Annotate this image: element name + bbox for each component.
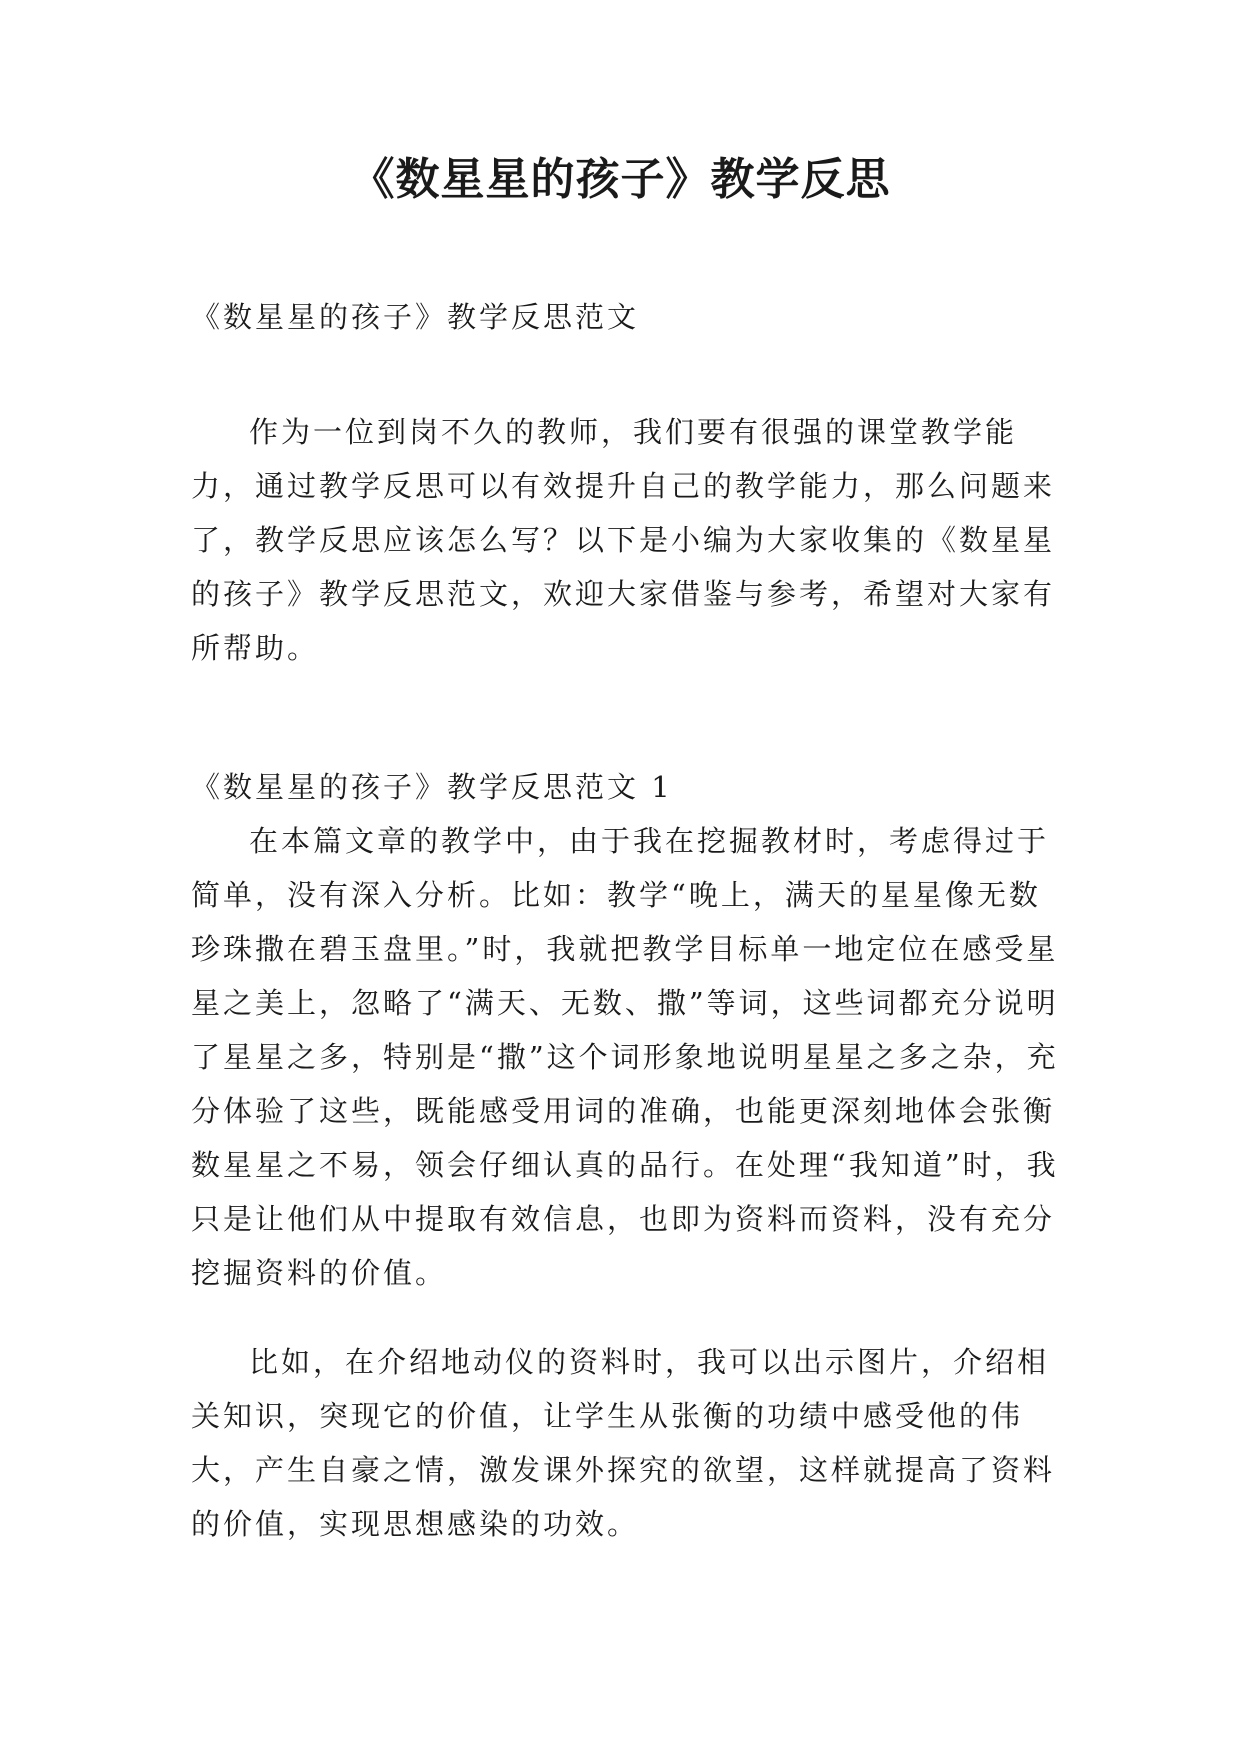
section-heading: 《数星星的孩子》教学反思范文 1 [191,770,673,804]
intro-paragraph: 作为一位到岗不久的教师，我们要有很强的课堂教学能力，通过教学反思可以有效提升自己的教学能力，那么问题来了，教学反思应该怎么写？以下是小编为大家收集的《数星星的孩子》教学反思范文，欢迎大家借鉴与参考，希望对大家有所帮助。 [191,415,1056,665]
document-title: 《数星星的孩子》教学反思 [350,154,891,205]
document-subtitle: 《数星星的孩子》教学反思范文 [191,300,640,334]
body-paragraph: 比如，在介绍地动仪的资料时，我可以出示图片，介绍相关知识，突现它的价值，让学生从张衡的功绩中感受他的伟大，产生自豪之情，激发课外探究的欲望，这样就提高了资料的价值，实现思想感染的功效。 [191,1345,1056,1541]
body-paragraph: 在本篇文章的教学中，由于我在挖掘教材时，考虑得过于简单，没有深入分析。比如：教学“晚上，满天的星星像无数珍珠撒在碧玉盘里。”时，我就把教学目标单一地定位在感受星星之美上，忽略了“满天、无数、撒”等词，这些词都充分说明了星星之多，特别是“撒”这个词形象地说明星星之多之杂，充分体验了这些，既能感受用词的准确，也能更深刻地体会张衡数星星之不易，领会仔细认真的品行。在处理“我知道”时，我只是让他们从中提取有效信息，也即为资料而资料，没有充分挖掘资料的价值。 [191,824,1059,1290]
